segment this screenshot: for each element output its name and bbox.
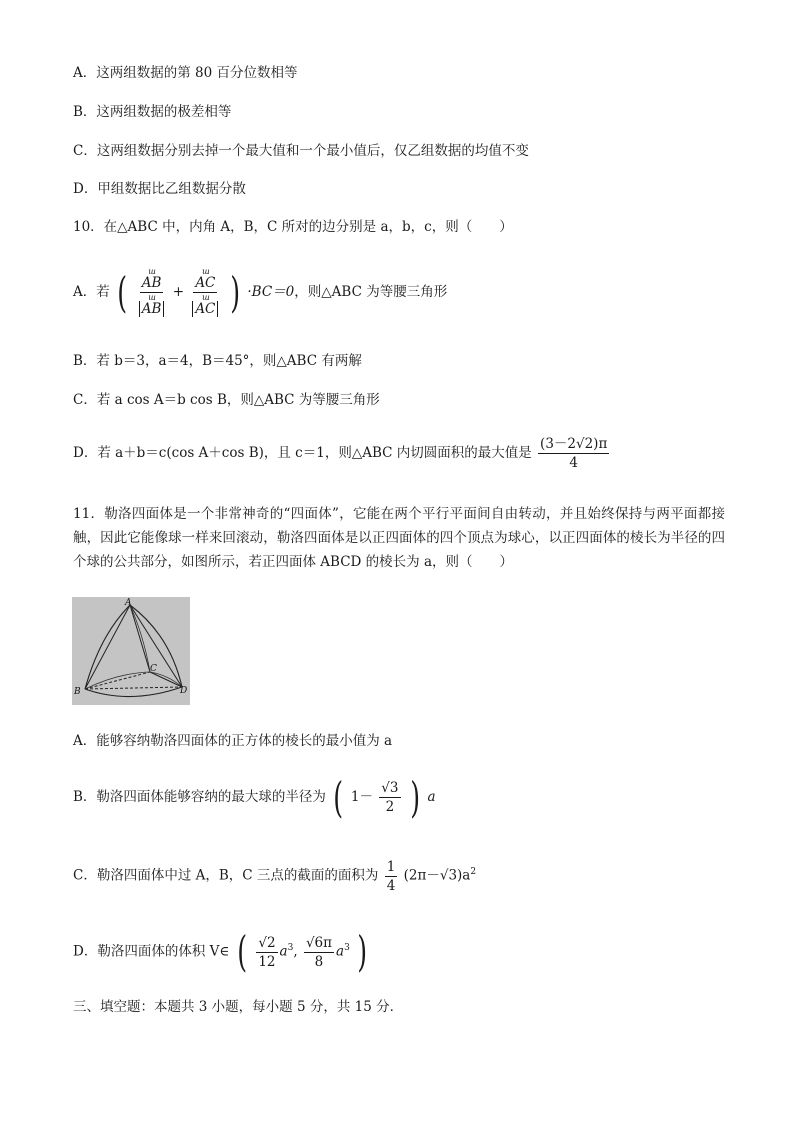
q10-option-d xyxy=(73,433,611,473)
q11-option-c: C．勒洛四面体中过 A，B，C 三点的截面的面积为 $\frac{1}{4}$ $(2\pi-√3)a^2$ xyxy=(73,858,477,894)
left-paren: ( xyxy=(117,267,128,317)
q11-option-d: D．勒洛四面体的体积 V∈ ( $\frac{√2}{12}$ $a^3$, $\frac{√6\pi}{8}$ $a^3$ ) xyxy=(73,927,368,976)
q11-b-fraction: $\frac{√3}{2}$ xyxy=(381,780,399,815)
q10-a-dot-bc: ·BC＝0 xyxy=(247,284,295,300)
q11-b-prefix: B．勒洛四面体能够容纳的最大球的半径为 xyxy=(73,789,326,805)
q9-option-b: B．这两组数据的极差相等 xyxy=(73,104,232,120)
q9-option-a: A．这两组数据的第 80 百分位数相等 xyxy=(73,65,298,81)
q10-option-c: C．若 a cos A＝b cos B，则△ABC 为等腰三角形 xyxy=(73,392,380,408)
q10-d-fraction: $\frac{(3-2√2)\pi}{4}$ xyxy=(540,436,608,471)
q10-a-prefix: A．若 xyxy=(73,284,110,300)
q10-d-prefix: D．若 a＋b＝c(cos A＋cos B)，且 c＝1，则△ABC 内切圆面积的最大值是 xyxy=(73,445,532,461)
q11-option-b: B．勒洛四面体能够容纳的最大球的半径为 ( 1－ $\frac{√3}{2}$ ) a xyxy=(73,772,436,822)
q11-d-fraction-2: $\frac{√6\pi}{8}$ xyxy=(305,934,333,970)
right-paren: ) xyxy=(229,267,240,317)
q10-a-suffix: ，则△ABC 为等腰三角形 xyxy=(294,284,448,300)
section-heading-fill-in: 三、填空题：本题共 3 小题，每小题 5 分，共 15 分． xyxy=(73,999,404,1015)
q10-option-b: B．若 b＝3，a＝4，B＝45°，则△ABC 有两解 xyxy=(73,353,362,369)
figure-label-a: A xyxy=(125,598,132,608)
figure-label-d: D xyxy=(180,686,188,696)
q10-option-a: A．若 ( ш AB ш AB + ш AC ш AC ) ·BC＝0，则△ABC 为等腰三角形 xyxy=(73,267,448,317)
q9-option-d: D．甲组数据比乙组数据分散 xyxy=(73,181,246,197)
q11-d-prefix: D．勒洛四面体的体积 V∈ xyxy=(73,943,230,960)
vector-mark: ш xyxy=(148,267,155,276)
q11-c-fraction: $\frac{1}{4}$ xyxy=(386,858,396,894)
figure-label-b: B xyxy=(74,687,81,697)
q11-option-a: A．能够容纳勒洛四面体的正方体的棱长的最小值为 a xyxy=(73,733,393,749)
q9-option-c: C．这两组数据分别去掉一个最大值和一个最小值后，仅乙组数据的均值不变 xyxy=(73,143,529,159)
figure-label-c: C xyxy=(150,664,157,674)
q11-stem: 11．勒洛四面体是一个非常神奇的“四面体”，它能在两个平行平面间自由转动，并且始终保持与两平面都接触，因此它能像球一样来回滚动，勒洛四面体是以正四面体的四个顶点为球心，以正四面体的棱长为半径的四个球的公共部分，如图所示，若正四面体 ABCD 的棱长为 a，则（ ） xyxy=(73,506,725,570)
q11-c-prefix: C．勒洛四面体中过 A，B，C 三点的截面的面积为 xyxy=(73,867,379,884)
q10-a-fraction-ab: ш AB ш AB xyxy=(137,268,167,317)
q10-stem: 10．在△ABC 中，内角 A，B，C 所对的边分别是 a，b，c，则（ ） xyxy=(73,219,513,235)
q10-a-fraction-ac: ш AC ш AC xyxy=(190,268,220,317)
q11-d-fraction-1: $\frac{√2}{12}$ xyxy=(258,934,276,970)
reuleaux-tetrahedron-figure xyxy=(72,597,190,705)
